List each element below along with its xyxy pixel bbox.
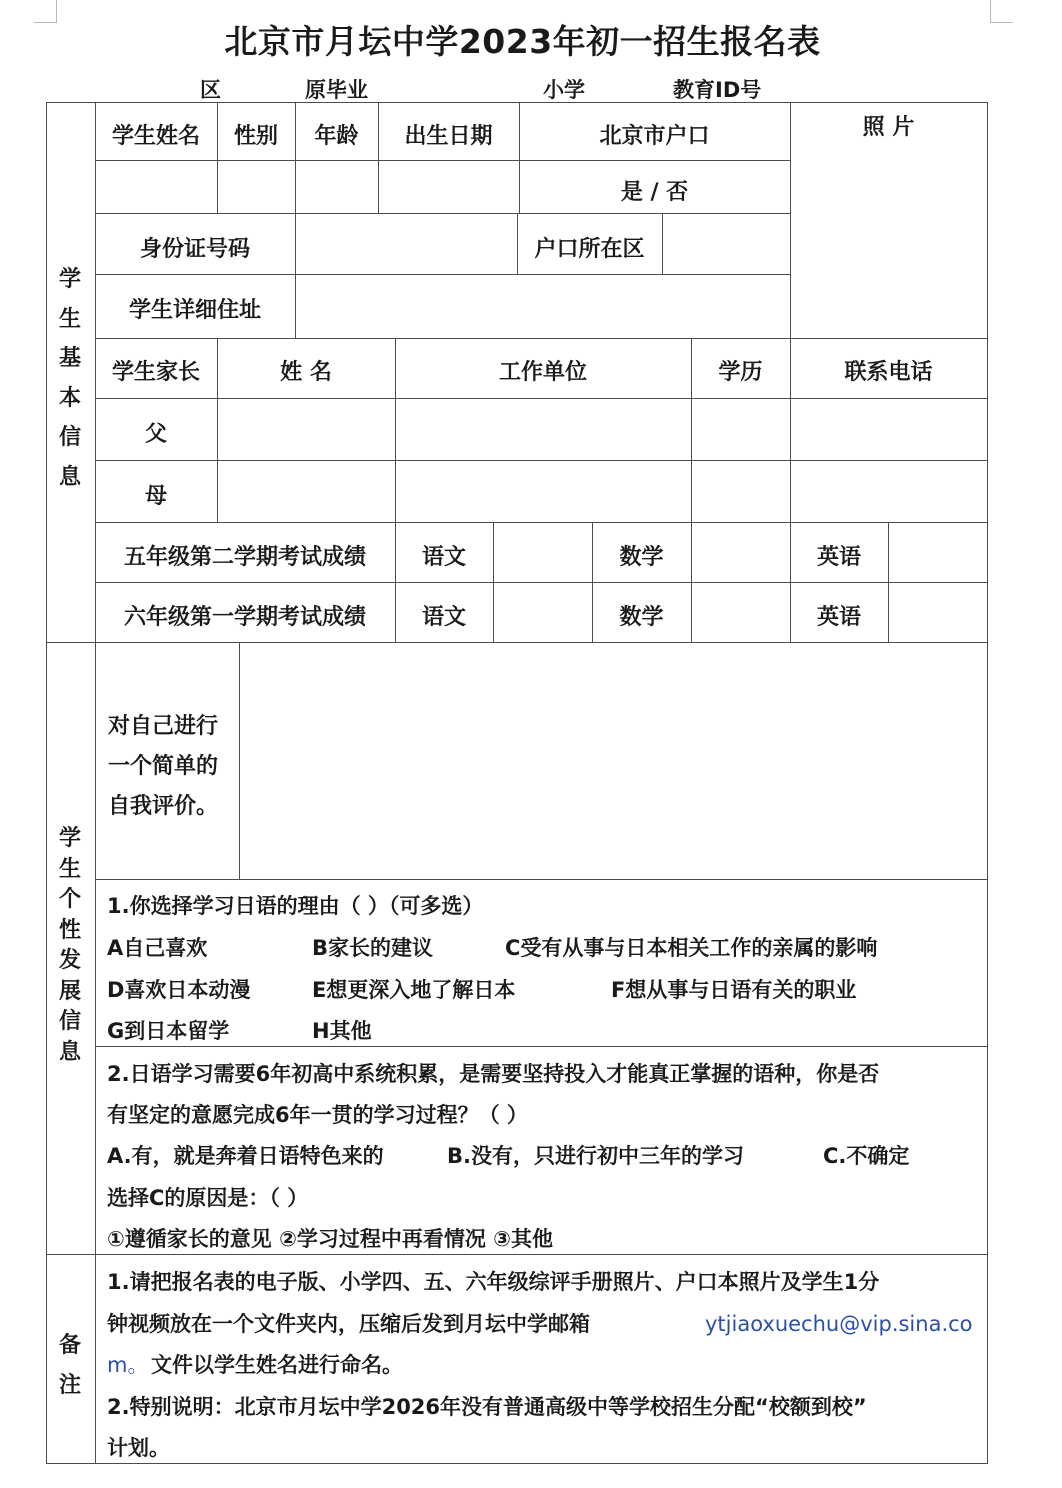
input-father-education[interactable] bbox=[692, 399, 789, 459]
input-hukou-district[interactable] bbox=[663, 214, 789, 273]
input-age[interactable] bbox=[296, 161, 377, 212]
question2-option-c[interactable]: C.不确定 bbox=[823, 1144, 910, 1168]
label-grade5-english: 英语 bbox=[816, 545, 861, 570]
note-line5: 计划。 bbox=[107, 1436, 170, 1460]
question2-option-b[interactable]: B.没有，只进行初中三年的学习 bbox=[447, 1144, 744, 1168]
input-student-name[interactable] bbox=[96, 161, 216, 212]
section-label-basic-info: 学 生 基 本 信 息 bbox=[58, 267, 81, 490]
label-grade5-math: 数学 bbox=[619, 545, 664, 570]
subheader-district: 区 bbox=[200, 78, 221, 102]
input-grade5-math[interactable] bbox=[692, 523, 789, 581]
label-hukou-district: 户口所在区 bbox=[534, 237, 645, 262]
note-email-link[interactable]: ytjiaoxuechu@vip.sina.co bbox=[705, 1312, 973, 1336]
question2-reasons[interactable]: ①遵循家长的意见 ②学习过程中再看情况 ③其他 bbox=[107, 1227, 553, 1251]
input-grade5-chinese[interactable] bbox=[494, 523, 591, 581]
note-line3: 文件以学生姓名进行命名。 bbox=[151, 1353, 403, 1377]
input-id-number[interactable] bbox=[296, 214, 516, 273]
label-parent-name: 姓 名 bbox=[280, 360, 332, 385]
input-grade6-chinese[interactable] bbox=[494, 583, 591, 641]
label-education: 学历 bbox=[718, 360, 763, 385]
label-id-number: 身份证号码 bbox=[139, 237, 250, 262]
label-self-eval-line3: 自我评价。 bbox=[108, 794, 219, 819]
question1-option-d[interactable]: D喜欢日本动漫 bbox=[107, 978, 251, 1002]
question2-option-a[interactable]: A.有，就是奔着日语特色来的 bbox=[107, 1144, 384, 1168]
question1-option-c[interactable]: C受有从事与日本相关工作的亲属的影响 bbox=[505, 936, 878, 960]
question2-line2: 有坚定的意愿完成6年一贯的学习过程？（ ） bbox=[107, 1103, 528, 1127]
question2-why-c: 选择C的原因是：（ ） bbox=[107, 1186, 309, 1210]
label-photo: 照 片 bbox=[862, 115, 915, 140]
label-self-eval-line1: 对自己进行 bbox=[108, 714, 219, 739]
question1-option-h[interactable]: H其他 bbox=[312, 1019, 372, 1043]
label-grade5-chinese: 语文 bbox=[421, 545, 466, 570]
label-grade6-english: 英语 bbox=[816, 605, 861, 630]
input-birth-date[interactable] bbox=[379, 161, 518, 212]
page-title: 北京市月坛中学2023年初一招生报名表 bbox=[224, 22, 821, 61]
label-self-eval-line2: 一个简单的 bbox=[108, 754, 219, 779]
input-father-workplace[interactable] bbox=[396, 399, 690, 459]
label-age: 年龄 bbox=[314, 124, 359, 149]
label-phone: 联系电话 bbox=[844, 360, 933, 385]
section-label-personal-development: 学 生 个 性 发 展 信 息 bbox=[58, 826, 81, 1065]
label-mother: 母 bbox=[144, 484, 167, 509]
subheader-graduated-from: 原毕业 bbox=[305, 78, 368, 102]
note-line4: 2.特别说明：北京市月坛中学2026年没有普通高级中等学校招生分配“校额到校” bbox=[107, 1395, 867, 1419]
note-email-link-tail[interactable]: m。 bbox=[107, 1353, 149, 1377]
input-father-phone[interactable] bbox=[791, 399, 986, 459]
question2-line1: 2.日语学习需要6年初高中系统积累，是需要坚持投入才能真正掌握的语种，你是否 bbox=[107, 1062, 880, 1086]
question1-option-b[interactable]: B家长的建议 bbox=[312, 936, 434, 960]
label-address: 学生详细住址 bbox=[128, 298, 261, 323]
input-grade5-english[interactable] bbox=[889, 523, 986, 581]
question1-option-a[interactable]: A自己喜欢 bbox=[107, 936, 208, 960]
label-grade5-scores: 五年级第二学期考试成绩 bbox=[123, 545, 366, 570]
option-hukou-yes-no[interactable]: 是 / 否 bbox=[620, 180, 689, 205]
note-line1: 1.请把报名表的电子版、小学四、五、六年级综评手册照片、户口本照片及学生1分 bbox=[107, 1270, 880, 1294]
input-father-name[interactable] bbox=[218, 399, 394, 459]
question1-option-f[interactable]: F想从事与日语有关的职业 bbox=[611, 978, 857, 1002]
question1-option-g[interactable]: G到日本留学 bbox=[107, 1019, 230, 1043]
label-beijing-hukou: 北京市户口 bbox=[599, 124, 710, 149]
label-student-name: 学生姓名 bbox=[111, 124, 200, 149]
subheader-edu-id: 教育ID号 bbox=[673, 78, 762, 102]
input-mother-education[interactable] bbox=[692, 461, 789, 521]
input-address[interactable] bbox=[296, 275, 789, 337]
label-grade6-chinese: 语文 bbox=[421, 605, 466, 630]
input-grade6-english[interactable] bbox=[889, 583, 986, 641]
input-mother-name[interactable] bbox=[218, 461, 394, 521]
section-label-remarks: 备 注 bbox=[58, 1333, 81, 1398]
label-grade6-scores: 六年级第一学期考试成绩 bbox=[123, 605, 366, 630]
input-mother-phone[interactable] bbox=[791, 461, 986, 521]
label-father: 父 bbox=[144, 422, 167, 447]
input-gender[interactable] bbox=[218, 161, 294, 212]
label-birth-date: 出生日期 bbox=[404, 124, 493, 149]
input-grade6-math[interactable] bbox=[692, 583, 789, 641]
question1-option-e[interactable]: E想更深入地了解日本 bbox=[312, 978, 516, 1002]
label-parents: 学生家长 bbox=[111, 360, 200, 385]
input-self-evaluation[interactable] bbox=[240, 643, 986, 878]
label-workplace: 工作单位 bbox=[498, 360, 587, 385]
label-grade6-math: 数学 bbox=[619, 605, 664, 630]
note-line2: 钟视频放在一个文件夹内，压缩后发到月坛中学邮箱 bbox=[107, 1312, 590, 1336]
input-mother-workplace[interactable] bbox=[396, 461, 690, 521]
label-gender: 性别 bbox=[233, 124, 278, 149]
subheader-primary-school: 小学 bbox=[543, 78, 585, 102]
question1-prompt: 1.你选择学习日语的理由（ ）（可多选） bbox=[107, 894, 484, 918]
photo-box[interactable] bbox=[791, 150, 986, 337]
